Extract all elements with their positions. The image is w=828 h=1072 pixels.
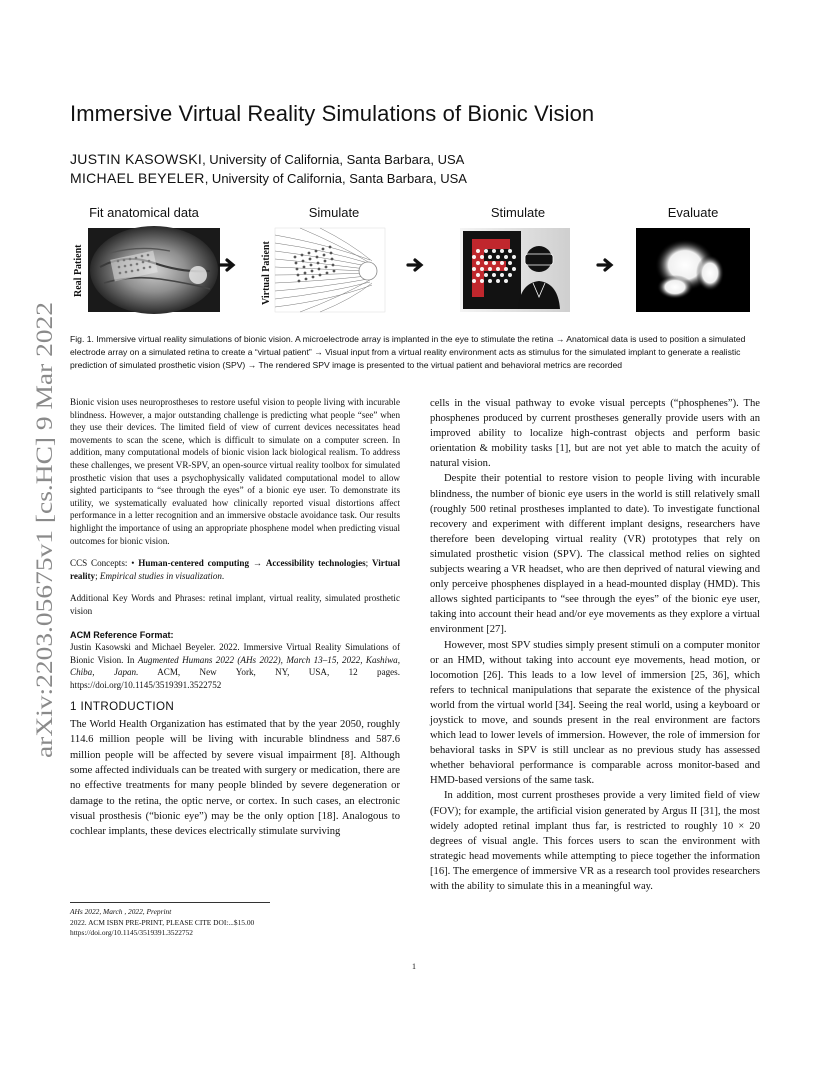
ccs-arrow: → bbox=[249, 558, 266, 569]
percept-image bbox=[636, 228, 750, 312]
ccs-separator: ; bbox=[95, 570, 100, 581]
ccs-concept-2: Accessibility technologies bbox=[265, 558, 366, 569]
body-paragraph: cells in the visual pathway to evoke visual percepts (“phosphenes”). The phosphenes produced by current prostheses generally provide users with an improved ability to localize high-contrast objects and perform basic orientation & mobility tasks [1], but are not yet able to match the acuity of natural vision. bbox=[430, 398, 760, 470]
side-label-virtual-patient: Virtual Patient bbox=[261, 241, 272, 305]
page-number: 1 bbox=[412, 962, 416, 971]
paper-title: Immersive Virtual Reality Simulations of Bionic Vision bbox=[70, 101, 595, 126]
ccs-concept-1: Human-centered computing bbox=[138, 558, 250, 569]
panel-label-simulate: Simulate bbox=[308, 205, 360, 220]
body-paragraph: Despite their potential to restore vision to people living with incurable blindness, the number of bionic eye users in the world is still relatively small (roughly 500 retinal prostheses implanted to date). To investigate functional recovery and experiment with different implant designs, researchers have therefore been developing virtual reality (VR) prototypes that rely on simulated prosthetic vision (SPV). The classical method relies on sighted subjects wearing a VR headset, who are then deprived of natural viewing and only perceive phosphenes displayed in a head-mounted display (HMD). This allows sighted participants to “see through the eyes” of the bionic eye user, taking into account their head and/or eye movements as they explore a virtual environment [27]. bbox=[430, 473, 760, 636]
left-column bbox=[70, 396, 400, 839]
panel-label-fit: Fit anatomical data bbox=[89, 205, 199, 220]
vr-stimulus-image bbox=[460, 228, 570, 312]
fundus-image bbox=[73, 226, 220, 314]
acm-ref-publisher: ACM, New York, NY, USA, 12 pages. https://doi.org/10.1145/3519391.3522752 bbox=[70, 667, 400, 690]
footnote bbox=[70, 902, 270, 939]
acm-ref-authors: Justin Kasowski and Michael Beyeler. 2022. Immersive Virtual Reality Simulations of Bionic Vision. In bbox=[70, 642, 400, 665]
panel-label-evaluate: Evaluate bbox=[667, 205, 719, 220]
side-label-real-patient: Real Patient bbox=[73, 244, 84, 297]
figure-1 bbox=[70, 205, 760, 323]
author-name: JUSTIN KASOWSKI bbox=[70, 151, 203, 167]
right-column bbox=[430, 396, 760, 894]
ccs-end: . bbox=[221, 570, 225, 581]
footnote-venue bbox=[70, 907, 270, 918]
ccs-concepts bbox=[70, 557, 400, 582]
footnote-venue-text: AHs 2022, March , 2022, Preprint bbox=[70, 907, 172, 916]
author-name: MICHAEL BEYELER bbox=[70, 170, 205, 186]
arrow-icon bbox=[598, 260, 611, 270]
keywords: Additional Key Words and Phrases: retinal implant, virtual reality, simulated prosthetic vision bbox=[70, 593, 400, 616]
author-affiliation: , University of California, Santa Barbara, USA bbox=[202, 152, 465, 167]
author-1 bbox=[70, 150, 467, 169]
acm-ref-venue: Augmented Humans 2022 (AHs 2022), March 13–15, 2022, Kashiwa, Chiba, Japan. bbox=[70, 654, 400, 678]
ccs-concept-3: Virtual reality bbox=[70, 558, 400, 581]
section-heading: 1 INTRODUCTION bbox=[70, 700, 175, 714]
ccs-concept-4: Empirical studies in visualization bbox=[99, 570, 222, 581]
abstract-text: Bionic vision uses neuroprostheses to restore useful vision to people living with incurable blindness. However, a major outstanding challenge is predicting what people “see” when they use their devices. The limited field of view of current devices necessitates head movements to scan the scene, which is difficult to simulate on a computer screen. In addition, many computational models of bionic vision lack biological realism. To address these challenges, we present VR-SPV, an open-source virtual reality toolbox for simulated prosthetic vision that uses a psychophysically validated computational model to allow sighted participants to “see through the eyes” of a bionic eye user. To demonstrate its utility, we systematically evaluated how clinically reported visual distortions affect performance in a letter recognition and an immersive obstacle avoidance task. Our results highlight the importance of using an appropriate phosphene model when predicting visual outcomes for bionic vision. bbox=[70, 397, 400, 546]
simulated-retina-image bbox=[261, 228, 385, 312]
figure-caption: Fig. 1. Immersive virtual reality simulations of bionic vision. A microelectrode array is implanted in the eye to stimulate the retina → Anatomical data is used to position a simulated electrode array on a simulated retina to create a “virtual patient” → Visual input from a virtual reality environment acts as stimulus for the simulated implant to generate a realistic prediction of simulated prosthetic vision (SPV) → The rendered SPV image is presented to the virtual patient and behavioral metrics are recorded bbox=[70, 334, 746, 371]
author-2 bbox=[70, 169, 467, 188]
footnote-doi: https://doi.org/10.1145/3519391.3522752 bbox=[70, 928, 193, 938]
intro-paragraph: The World Health Organization has estimated that by the year 2050, roughly 114.6 million people will be living with incurable blindness and 587.6 million people will be affected by severe visual impairment [8]. Although some affected individuals can be treated with surgery or medication, there are no effective treatments for many people blinded by severe degeneration or damage to the retina, the optic nerve, or cortex. In such cases, an electronic visual prosthesis (“bionic eye”) may be the only option [18]. Analogous to cochlear implants, these devices electrically stimulate surviving bbox=[70, 719, 400, 838]
body-paragraph: However, most SPV studies simply present stimuli on a computer monitor or an HMD, without taking into account eye movements, head motion, or locomotion [26]. This leads to a low level of immersion [25, 36], which refers to technical manipulations that separate the existence of the physical world from the virtual world [34]. Seeing the real world, using a keyboard or joystick to move, and sounds present in the real environment are factors which lead to lower levels of immersion. However, the role of immersion for behavioral tasks in SPV is still unclear as no previous study has assessed whether behavioral performance is comparable across monitor-based and HMD-based versions of the same task. bbox=[430, 639, 760, 787]
acm-reference-text bbox=[70, 641, 400, 691]
footnote-isbn: 2022. ACM ISBN PRE-PRINT, PLEASE CITE DOI:...$15.00 bbox=[70, 917, 255, 927]
ccs-separator: ; bbox=[365, 558, 373, 569]
arrow-icon bbox=[408, 260, 421, 270]
arxiv-id-text: arXiv:2203.05675v1 [cs.HC] 9 Mar 2022 bbox=[32, 367, 58, 758]
arxiv-stamp bbox=[20, 290, 64, 770]
author-affiliation: , University of California, Santa Barbara, USA bbox=[204, 171, 467, 186]
acm-reference-heading: ACM Reference Format: bbox=[70, 629, 174, 640]
body-paragraph: In addition, most current prostheses provide a very limited field of view (FOV); for example, the artificial vision generated by Argus II [31], the most widely adopted retinal implant thus far, is restricted to roughly 10 × 20 degrees of visual angle. This forces users to scan the environment with strategic head movements while attempting to piece together the information [16]. The emergence of immersive VR as a research tool provides researchers with the ability to simulate this in a meaningful way. bbox=[430, 790, 760, 892]
ccs-prefix: CCS Concepts: • bbox=[70, 558, 139, 569]
abstract bbox=[70, 396, 400, 547]
arrow-icon bbox=[220, 260, 233, 270]
figure-graphics bbox=[70, 205, 760, 323]
author-list bbox=[70, 150, 467, 188]
panel-label-stimulate: Stimulate bbox=[490, 205, 546, 220]
